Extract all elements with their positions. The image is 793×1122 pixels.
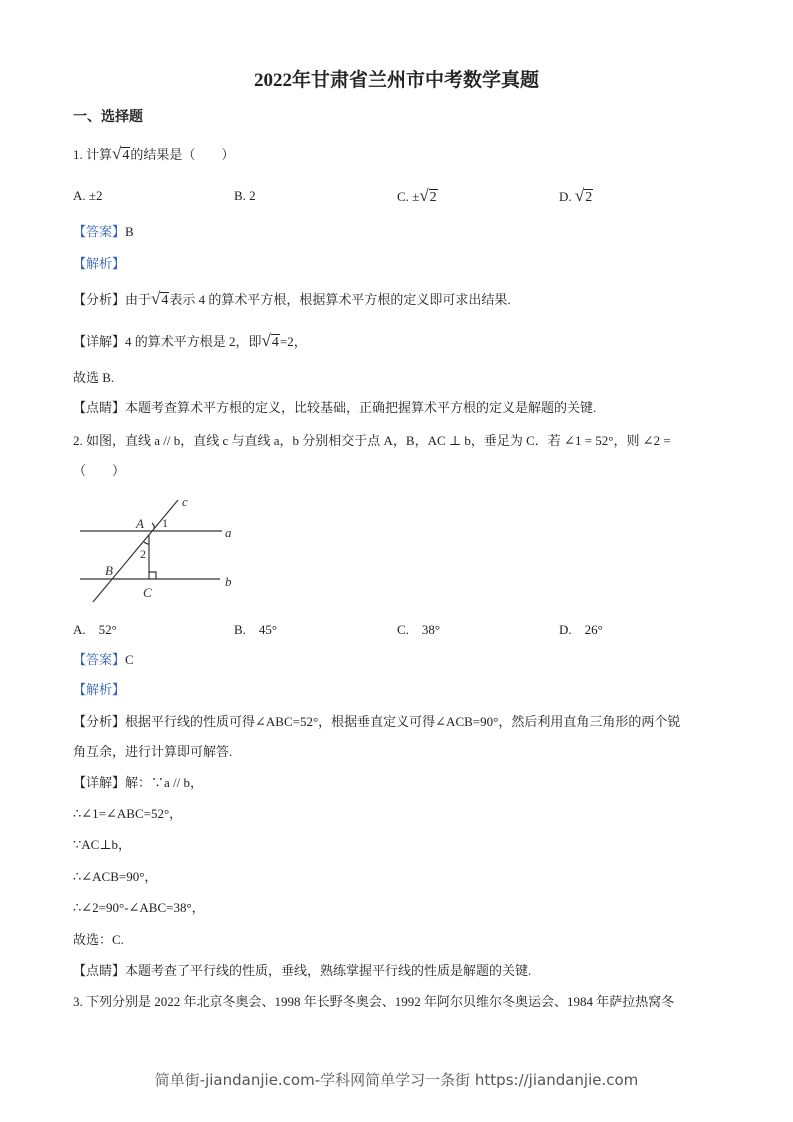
label-c-point: C bbox=[143, 585, 152, 600]
q2-step: ∴∠ACB=90°， bbox=[73, 869, 158, 884]
xiangjie-post: =2， bbox=[279, 334, 307, 349]
q1-guxuan: 故选 B. bbox=[73, 370, 115, 385]
q3-stem: 3. 下列分别是 2022 年北京冬奥会、1998 年长野冬奥会、1992 年阿尔贝维尔冬奥运会、1984 年萨拉热窝冬 bbox=[73, 994, 675, 1009]
q2-option-b: B. 45° bbox=[234, 622, 278, 637]
q2-step: ∵AC⊥b， bbox=[73, 837, 132, 852]
angle-2-arc bbox=[144, 542, 149, 544]
radicand: 2 bbox=[585, 190, 593, 205]
q2-option-a: A. 52° bbox=[73, 622, 117, 637]
radicand: 4 bbox=[161, 293, 169, 308]
fenxi-text: 根据平行线的性质可得∠ABC=52°，根据垂直定义可得∠ACB=90°，然后利用直角三角形的两个锐 bbox=[125, 714, 681, 729]
q2-paren: （ ） bbox=[73, 463, 126, 478]
label-line-a: a bbox=[225, 525, 232, 540]
q1-stem bbox=[73, 145, 234, 165]
q2-fenxi bbox=[73, 713, 680, 731]
angle-1-arc bbox=[152, 523, 154, 529]
label-angle-2: 2 bbox=[140, 547, 146, 561]
dianjing-label: 【点睛】 bbox=[73, 400, 126, 415]
answer-label: 【答案】 bbox=[73, 224, 126, 239]
label-c: c bbox=[182, 494, 188, 509]
label-a-point: A bbox=[136, 516, 144, 531]
dianjing-label: 【点睛】 bbox=[73, 963, 126, 978]
q1-option-b: B. 2 bbox=[234, 188, 256, 203]
sqrt-4: √4 bbox=[112, 144, 130, 163]
section-heading: 一、选择题 bbox=[73, 110, 143, 125]
q1-option-a: A. ±2 bbox=[73, 188, 103, 203]
footer-watermark: 简单街-jiandanjie.com-学科网简单学习一条街 https://jiandanjie.com bbox=[154, 1071, 639, 1089]
dianjing-text: 本题考查算术平方根的定义，比较基础，正确把握算术平方根的定义是解题的关键. bbox=[125, 400, 597, 415]
fenxi-post: 表示 4 的算术平方根，根据算术平方根的定义即可求出结果. bbox=[169, 292, 511, 307]
q2-figure bbox=[70, 492, 245, 604]
q1-option-c: C. ±√2 bbox=[397, 186, 437, 205]
radicand: 2 bbox=[429, 190, 437, 205]
page-title: 2022年甘肃省兰州市中考数学真题 bbox=[253, 70, 539, 91]
radicand: 4 bbox=[271, 335, 279, 350]
dianjing-text: 本题考查了平行线的性质，垂线，熟练掌握平行线的性质是解题的关键. bbox=[125, 963, 532, 978]
q2-option-c: C. 38° bbox=[397, 622, 441, 637]
fenxi-pre: 由于 bbox=[125, 292, 152, 307]
answer-value: C bbox=[125, 652, 134, 667]
fenxi-label: 【分析】 bbox=[73, 714, 126, 729]
label-angle-1: 1 bbox=[162, 516, 168, 530]
label-line-b: b bbox=[225, 574, 232, 589]
q1-xiangjie: 【详解】4 的算术平方根是 2，即√4=2， bbox=[73, 331, 307, 350]
q2-analysis-label: 【解析】 bbox=[73, 682, 126, 697]
answer-value: B bbox=[125, 224, 134, 239]
answer-label: 【答案】 bbox=[73, 652, 126, 667]
xiangjie-text: 解：∵a // b， bbox=[125, 775, 204, 790]
opt-c-label: C. ± bbox=[397, 189, 420, 204]
q2-step: ∴∠2=90°-∠ABC=38°， bbox=[73, 900, 205, 915]
fenxi-label: 【分析】 bbox=[73, 292, 126, 307]
opt-d-label: D. bbox=[559, 189, 575, 204]
q2-step: ∴∠1=∠ABC=52°， bbox=[73, 806, 183, 821]
q2-answer bbox=[73, 651, 134, 669]
radicand: 4 bbox=[122, 148, 130, 163]
q1-fenxi: 【分析】由于√4表示 4 的算术平方根，根据算术平方根的定义即可求出结果. bbox=[73, 289, 511, 308]
q2-fenxi-cont: 角互余，进行计算即可解答. bbox=[73, 744, 233, 759]
q2-option-d: D. 26° bbox=[559, 622, 603, 637]
q1-dianjing bbox=[73, 399, 596, 417]
q2-xiangjie bbox=[73, 774, 203, 792]
q1-stem-pre: 1. 计算 bbox=[73, 147, 113, 162]
q2-stem: 2. 如图，直线 a // b，直线 c 与直线 a，b 分别相交于点 A，B，AC ⊥ b，垂足为 C．若 ∠1 = 52°，则 ∠2 = bbox=[73, 433, 671, 448]
q1-analysis-label: 【解析】 bbox=[73, 256, 126, 271]
xiangjie-label: 【详解】 bbox=[73, 334, 126, 349]
right-angle-mark bbox=[149, 572, 156, 579]
xiangjie-label: 【详解】 bbox=[73, 775, 126, 790]
label-b-point: B bbox=[105, 563, 113, 578]
xiangjie-pre: 4 的算术平方根是 2，即 bbox=[125, 334, 262, 349]
q2-dianjing bbox=[73, 962, 531, 980]
q2-guxuan: 故选：C. bbox=[73, 932, 124, 947]
q1-stem-post: 的结果是（ ） bbox=[130, 147, 235, 162]
q1-answer bbox=[73, 223, 134, 241]
q1-option-d: D. √2 bbox=[559, 186, 593, 205]
